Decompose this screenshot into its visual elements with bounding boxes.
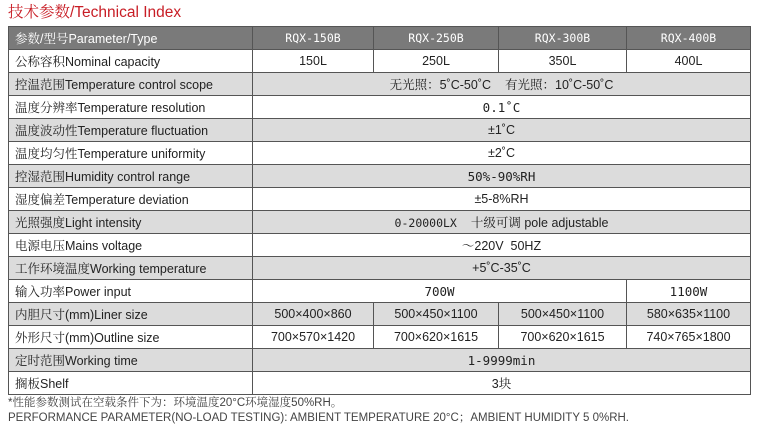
header-parameter-label: 参数/型号Parameter/Type [9,27,253,50]
row-label: 公称容积Nominal capacity [9,50,253,73]
capacity-cell: 250L [374,50,499,73]
temp-scope-cell [253,73,751,96]
temp-scope-no-light: 无光照：5˚C-50˚C [389,78,492,92]
row-working-temp [9,257,751,280]
row-outline [9,326,751,349]
light-range: 0-20000LX [394,216,457,230]
row-temp-scope [9,73,751,96]
liner-cell: 500×450×1100 [374,303,499,326]
row-label: 温度均匀性Temperature uniformity [9,142,253,165]
model-rqx-300b: RQX-300B [499,27,627,50]
row-label: 电源电压Mains voltage [9,234,253,257]
row-label: 控温范围Temperature control scope [9,73,253,96]
row-humidity-range [9,165,751,188]
temp-uniformity-cell: ±2˚C [253,142,751,165]
capacity-cell: 350L [499,50,627,73]
humidity-range-cell: 50%-90%RH [253,165,751,188]
temp-resolution-cell: 0.1˚C [253,96,751,119]
table-header-row [9,27,751,50]
row-power [9,280,751,303]
row-light [9,211,751,234]
footnote-en: PERFORMANCE PARAMETER(NO-LOAD TESTING): AMBIENT TEMPERATURE 20°C；AMBIENT HUMIDITY 5 0%RH. [8,412,630,424]
temp-fluctuation-cell: ±1˚C [253,119,751,142]
row-liner [9,303,751,326]
model-rqx-150b: RQX-150B [253,27,374,50]
footnote-cn: *性能参数测试在空载条件下为：环境温度20°C环境湿度50%RH。 [8,397,343,409]
power-cell-700w: 700W [253,280,627,303]
temp-scope-with-light: 有光照：10˚C-50˚C [505,78,614,92]
liner-cell: 500×400×860 [253,303,374,326]
working-temp-cell: +5˚C-35˚C [253,257,751,280]
shelf-cell: 3块 [253,372,751,395]
row-label: 控湿范围Humidity control range [9,165,253,188]
row-label: 定时范围Working time [9,349,253,372]
row-temp-uniformity [9,142,751,165]
spec-table [8,26,751,395]
row-temp-resolution [9,96,751,119]
liner-cell: 580×635×1100 [627,303,751,326]
outline-cell: 700×620×1615 [374,326,499,349]
capacity-cell: 150L [253,50,374,73]
row-label: 工作环境温度Working temperature [9,257,253,280]
row-label: 搁板Shelf [9,372,253,395]
power-cell-1100w: 1100W [627,280,751,303]
timing-cell: 1-9999min [253,349,751,372]
row-label: 温度波动性Temperature fluctuation [9,119,253,142]
row-temp-fluctuation [9,119,751,142]
liner-cell: 500×450×1100 [499,303,627,326]
row-voltage [9,234,751,257]
light-cell [253,211,751,234]
model-rqx-400b: RQX-400B [627,27,751,50]
outline-cell: 740×765×1800 [627,326,751,349]
light-adjustable: 十级可调 pole adjustable [470,216,609,230]
row-label: 内胆尺寸(mm)Liner size [9,303,253,326]
outline-cell: 700×570×1420 [253,326,374,349]
capacity-cell: 400L [627,50,751,73]
row-label: 温度分辨率Temperature resolution [9,96,253,119]
page-title: 技术参数/Technical Index [8,4,182,21]
row-label: 湿度偏差Temperature deviation [9,188,253,211]
row-capacity [9,50,751,73]
row-label: 输入功率Power input [9,280,253,303]
model-rqx-250b: RQX-250B [374,27,499,50]
voltage-cell: ～220V 50HZ [253,234,751,257]
row-label: 光照强度Light intensity [9,211,253,234]
row-label: 外形尺寸(mm)Outline size [9,326,253,349]
temp-deviation-cell: ±5-8%RH [253,188,751,211]
outline-cell: 700×620×1615 [499,326,627,349]
row-shelf [9,372,751,395]
row-temp-deviation [9,188,751,211]
row-timing [9,349,751,372]
